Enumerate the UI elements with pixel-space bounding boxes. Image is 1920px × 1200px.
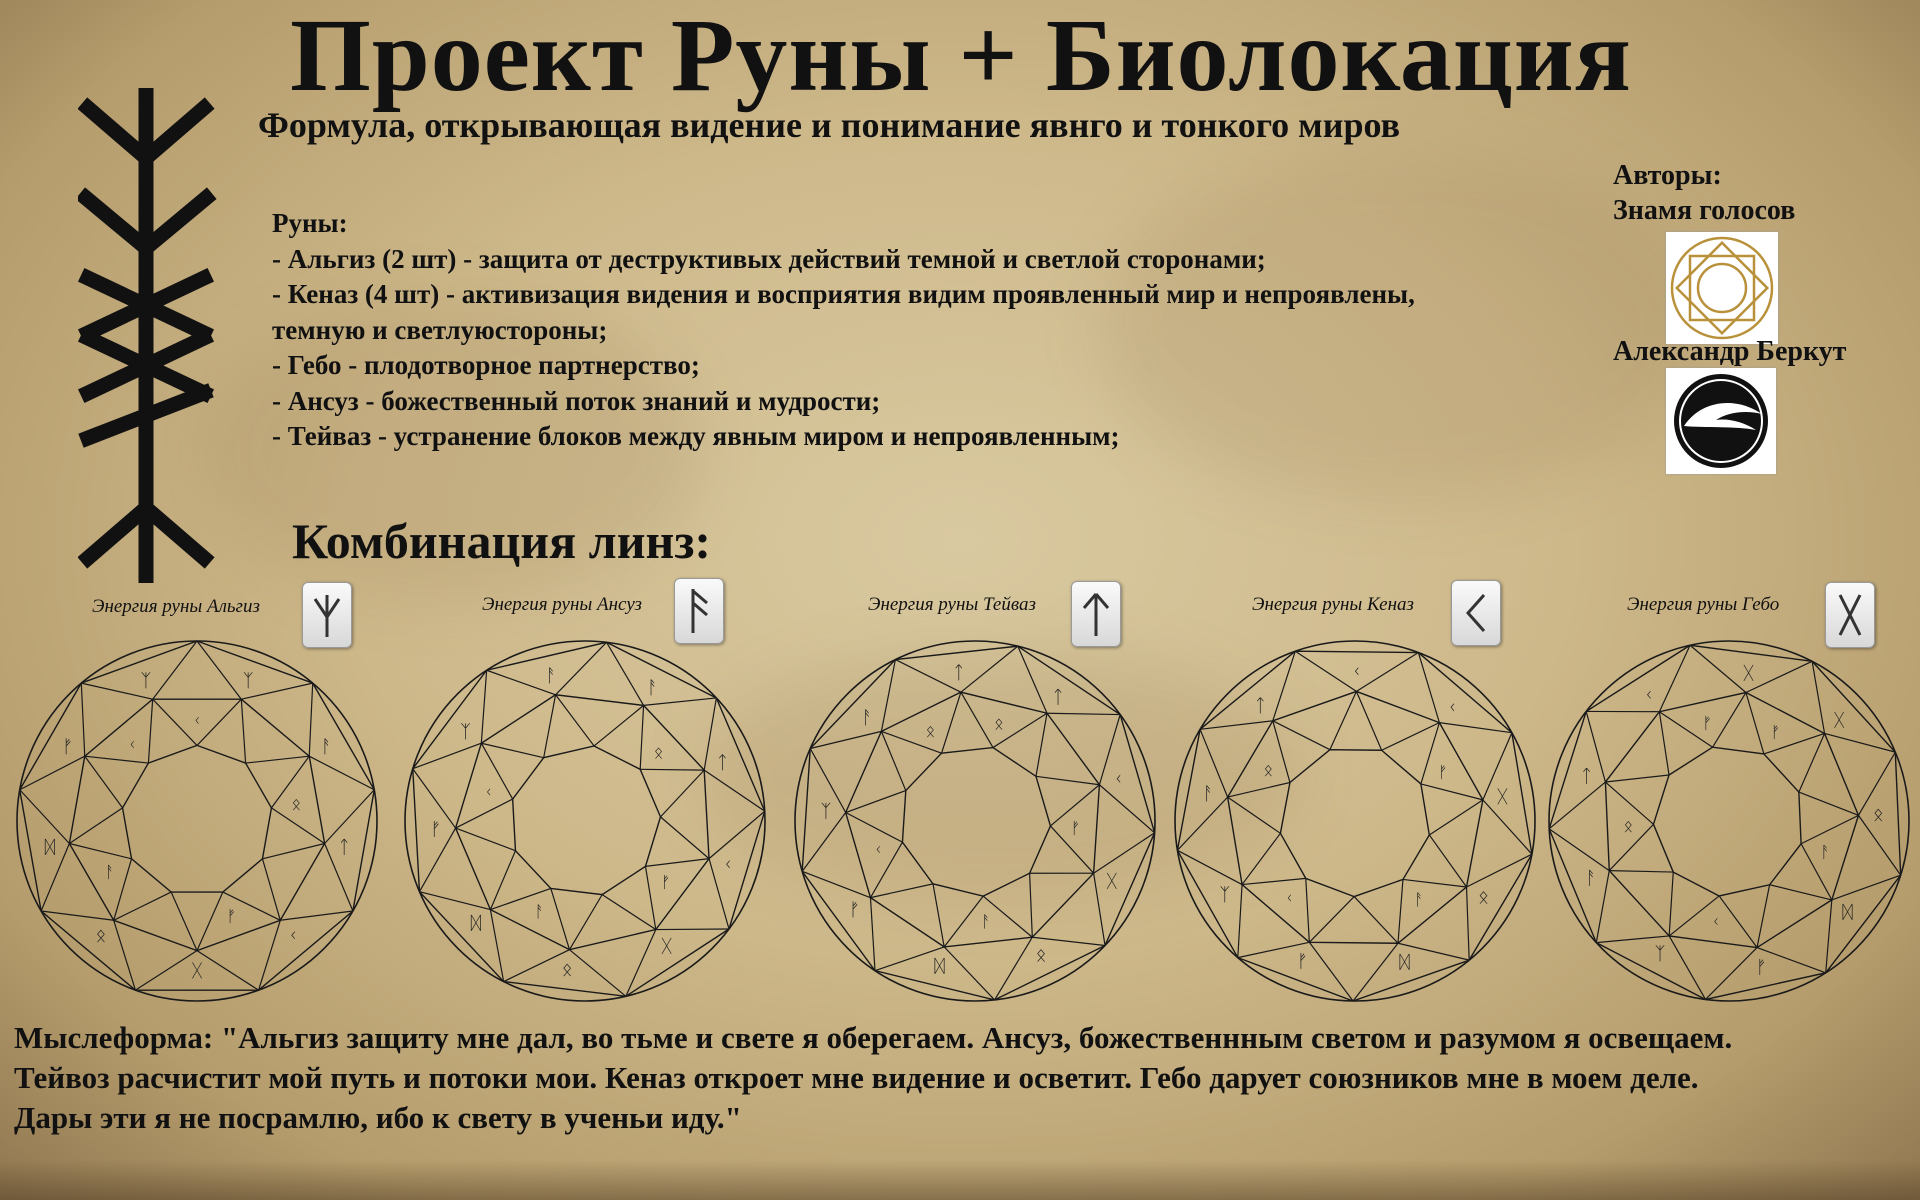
lens-outer-polygon (1177, 651, 1532, 1001)
lens-symbol-icon: ᛏ (1052, 686, 1064, 708)
lens-symbol-icon: ᛞ (44, 836, 56, 858)
lens-line (241, 699, 245, 763)
thoughtform-line: Тейвоз расчистит мой путь и потоки мои. Кеназ откроет мне видение и осветит. Гебо дарует союзников мне в моем деле. (14, 1060, 1699, 1095)
lens-line (1382, 723, 1440, 751)
lens-symbol-icon: ᚠ (1702, 713, 1712, 733)
ansuz-rune-tile (674, 578, 724, 644)
lens-symbol-icon: ᚲ (722, 854, 734, 876)
lens-label: Энергия руны Гебо (1627, 594, 1780, 615)
lens-line (644, 698, 717, 705)
lens-line (1238, 885, 1242, 958)
lens-line (569, 895, 602, 950)
lens-symbol-icon: ᚷ (1833, 710, 1845, 732)
lens-outer-polygon (1549, 645, 1900, 999)
lens-line (660, 817, 709, 859)
lens-symbol-icon: ᛉ (1654, 943, 1666, 965)
lens-line (1605, 775, 1669, 782)
lens-symbol-icon: ᛟ (1263, 760, 1274, 780)
runes-description (272, 206, 1415, 455)
lens-line (1418, 653, 1439, 723)
lens-line (594, 705, 644, 746)
lens-symbol-icon: ᚠ (62, 736, 74, 758)
lens-line (944, 896, 983, 947)
lens-line (1354, 897, 1398, 944)
lens-line (660, 770, 704, 817)
lens-line (1757, 948, 1826, 973)
lens-line (1429, 835, 1466, 887)
lens-line (1403, 879, 1467, 887)
lens-symbol-icon: ᛏ (338, 836, 350, 858)
lens-line (490, 910, 503, 982)
lens-line (1746, 693, 1764, 754)
lens-line (846, 813, 903, 843)
lens-symbol-icon: ᛉ (820, 801, 832, 823)
lens-symbol-icon: ᚠ (1770, 722, 1781, 742)
lens-line (246, 756, 310, 763)
lens-diagram-ansuz (402, 638, 768, 1004)
lens-line (481, 670, 486, 743)
lens-symbol-icon: ᛞ (934, 956, 945, 978)
lens-symbol-icon: ᚷ (1106, 871, 1118, 893)
lens-symbol-icon: ᚷ (661, 936, 673, 958)
lens-symbol-icon: ᚨ (647, 677, 658, 699)
lens-symbol-icon: ᚲ (287, 925, 299, 947)
lens-line (1356, 653, 1418, 692)
lens-middle-polygon (69, 699, 324, 950)
lens-symbol-icon: ᛏ (1254, 695, 1266, 717)
lens-line (1242, 833, 1280, 884)
lens-line (85, 756, 123, 808)
lens-symbol-icon: ᛟ (1872, 804, 1884, 826)
lens-line (1309, 897, 1354, 943)
lens-line (114, 892, 171, 920)
lens-symbol-icon: ᚨ (545, 665, 557, 687)
lens-combination-title: Комбинация линз: (292, 513, 712, 569)
lens-symbol-icon: ᚨ (320, 736, 332, 758)
lens-symbol-icon: ᚲ (1643, 684, 1655, 706)
lens-symbol-icon: ᚲ (127, 734, 138, 754)
thoughtform-text (14, 1018, 1732, 1138)
lens-symbol-icon: ᚨ (981, 912, 991, 932)
lens-line (197, 951, 259, 991)
lens-line (961, 646, 1018, 692)
lens-line (933, 884, 944, 947)
lens-line (640, 769, 704, 770)
lens-inner-polygon (902, 748, 1050, 897)
lens-line (1099, 785, 1154, 833)
lens-line (81, 683, 84, 756)
lens-line (1047, 713, 1120, 714)
lens-line (944, 947, 994, 1000)
lens-line (1295, 651, 1356, 691)
lens-line (271, 756, 309, 808)
lens-symbol-icon: ᚲ (1113, 769, 1124, 791)
lens-line (1036, 776, 1099, 784)
ansuz-icon (675, 579, 723, 643)
rune-line: - Альгиз (2 шт) - защита от деструктивых действий темной и светлой сторонами; (272, 243, 1266, 274)
lens-symbol-icon: ᚠ (1755, 956, 1767, 978)
lens-line (961, 692, 993, 747)
author-name: Знамя голосов (1613, 195, 1796, 226)
lens-symbol-icon: ᚲ (873, 840, 884, 860)
lens-line (544, 695, 556, 758)
lens-symbol-icon: ᛟ (561, 959, 573, 981)
lens-line (881, 660, 895, 732)
lens-line (197, 699, 241, 745)
lens-diagram-kenaz (1172, 638, 1538, 1004)
lens-symbol-icon: ᛏ (953, 662, 965, 684)
lens-line (280, 911, 353, 920)
lens-line (481, 743, 543, 757)
lens-line (1273, 721, 1290, 783)
lens-diagram-algiz (14, 638, 380, 1004)
lens-line (456, 799, 513, 828)
lens-outer-polygon (413, 642, 765, 996)
lens-label: Энергия руны Ансуз (482, 594, 642, 615)
lens-line (171, 892, 197, 951)
lens-line (262, 844, 324, 859)
lens-line (1242, 878, 1306, 884)
lens-symbol-icon: ᚷ (1496, 786, 1508, 808)
lens-inner-polygon (123, 745, 272, 892)
lens-line (1036, 713, 1047, 776)
lens-line (1826, 900, 1832, 973)
lens-line (1757, 885, 1770, 948)
lens-line (1306, 878, 1310, 942)
lens-symbol-icon: ᛟ (994, 714, 1004, 734)
lens-line (1690, 645, 1746, 692)
lens-symbol-icon: ᚠ (226, 906, 237, 926)
bindrune-icon (78, 88, 218, 583)
lens-line (1549, 782, 1605, 829)
lens-diagram-tiwaz (792, 638, 1158, 1004)
lens-line (556, 642, 607, 694)
lens-symbol-icon: ᚲ (192, 711, 202, 731)
lens-line (881, 731, 905, 790)
authors-heading: Авторы: (1613, 160, 1722, 191)
page-title: Проект Руны + Биолокация (290, 0, 1632, 113)
lens-line (942, 692, 961, 753)
lens-symbol-icon: ᛞ (1399, 951, 1410, 973)
lens-line (704, 698, 716, 770)
lens-line (1177, 797, 1227, 850)
lens-symbol-icon: ᚨ (1585, 868, 1597, 890)
lens-line (148, 699, 152, 763)
rune-line: - Тейваз - устранение блоков между явным миром и непроявленным; (272, 421, 1120, 451)
lens-line (846, 791, 906, 813)
lens-line (1770, 885, 1832, 900)
lens-outer-polygon (802, 646, 1154, 1000)
lens-line (504, 950, 570, 982)
lens-line (1228, 797, 1281, 833)
lens-line (709, 811, 765, 858)
lens-symbol-icon: ᛉ (140, 670, 152, 692)
lens-line (1330, 691, 1356, 749)
lens-line (602, 895, 656, 930)
lens-symbol-icon: ᚲ (1446, 697, 1458, 719)
thoughtform-line: Дары эти я не посрамлю, ибо к свету в ученьи иду." (14, 1100, 742, 1135)
lens-line (656, 929, 729, 930)
lens-line (1228, 782, 1290, 797)
lens-line (1713, 693, 1746, 748)
lens-symbol-icon: ᛟ (95, 925, 107, 947)
lens-line (645, 859, 709, 867)
lens-symbol-icon: ᚨ (1414, 889, 1424, 909)
lens-line (569, 950, 625, 997)
lens-symbol-icon: ᚲ (1351, 661, 1363, 683)
rune-line: - Гебо - плодотворное партнерство; (272, 350, 700, 380)
lens-inner-polygon (1280, 750, 1429, 897)
lens-line (1705, 948, 1757, 1000)
lens-line (1659, 712, 1669, 775)
lens-line (1669, 872, 1673, 936)
lens-symbol-icon: ᚨ (1202, 783, 1214, 805)
lens-outer-circle (17, 641, 377, 1001)
torn-edge (0, 1160, 1920, 1200)
lens-line (1356, 691, 1381, 750)
lens-symbol-icon: ᚠ (1438, 762, 1448, 782)
lens-symbol-icon: ᛞ (1842, 901, 1853, 923)
lens-line (114, 859, 132, 920)
lens-outer-polygon (20, 641, 375, 990)
lens-symbol-icon: ᚲ (1284, 888, 1295, 908)
lens-symbol-icon: ᛞ (470, 913, 482, 935)
lens-line (1030, 873, 1033, 937)
rune-line: темную и светлуюстороны; (272, 314, 608, 345)
tiwaz-icon (1072, 582, 1120, 646)
lens-line (262, 859, 280, 920)
lens-line (1467, 887, 1470, 960)
lens-symbol-icon: ᛟ (653, 743, 664, 763)
lens-inner-polygon (1653, 747, 1801, 896)
lens-symbol-icon: ᚠ (1070, 818, 1081, 838)
lens-symbol-icon: ᛉ (1219, 884, 1231, 906)
page-subtitle: Формула, открывающая видение и понимание явнго и тонкого миров (258, 105, 1401, 145)
lens-line (153, 699, 197, 745)
rune-line: - Ансуз - божественный поток знаний и мудрости; (272, 385, 881, 416)
kenaz-rune-tile (1451, 580, 1501, 646)
lens-line (1421, 723, 1440, 784)
lens-line (490, 851, 515, 910)
lens-symbol-icon: ᚨ (861, 707, 873, 729)
lens-line (1273, 651, 1296, 721)
lens-line (640, 705, 643, 769)
lens-line (1273, 721, 1330, 750)
lens-line (114, 920, 136, 990)
lens-symbol-icon: ᚨ (1820, 842, 1830, 862)
lens-symbol-icon: ᛟ (925, 721, 936, 741)
lens-line (1421, 784, 1483, 800)
lens-line (85, 756, 149, 763)
lens-line (1596, 936, 1669, 943)
author-name: Александр Беркут (1613, 336, 1847, 367)
lens-line (135, 951, 197, 991)
lens-symbol-icon: ᛟ (1623, 816, 1634, 836)
lens-line (1719, 896, 1757, 948)
lens-symbol-icon: ᚠ (1296, 950, 1308, 972)
lens-symbol-icon: ᛏ (1581, 766, 1592, 788)
lens-line (1746, 661, 1812, 692)
lens-label: Энергия руны Кеназ (1252, 594, 1414, 615)
lens-line (69, 844, 131, 859)
lens-line (895, 660, 961, 693)
lens-line (1825, 733, 1896, 752)
lens-diagram-gebo (1546, 638, 1912, 1004)
lens-label: Энергия руны Тейваз (868, 594, 1036, 615)
lens-symbol-icon: ᛟ (291, 794, 302, 814)
lens-symbol-icon: ᚨ (104, 862, 115, 882)
lens-line (1094, 873, 1105, 945)
lens-symbol-icon: ᚠ (660, 872, 671, 892)
authors-block (1613, 158, 1795, 228)
lens-symbol-icon: ᚷ (191, 960, 203, 982)
lens-label: Энергия руны Альгиз (92, 596, 260, 617)
lens-line (810, 731, 881, 748)
lens-symbol-icon: ᛟ (1035, 944, 1047, 966)
lens-line (556, 695, 594, 746)
lens-line (1353, 943, 1398, 1001)
lens-middle-polygon (1228, 691, 1483, 943)
lens-line (197, 892, 223, 951)
lens-line (456, 828, 516, 851)
lens-line (259, 920, 281, 990)
lens-symbol-icon: ᛏ (716, 752, 728, 774)
lens-symbol-icon: ᚠ (849, 899, 860, 921)
lens-symbol-icon: ᚲ (1711, 911, 1721, 931)
lens-middle-polygon (1605, 693, 1858, 948)
kenaz-icon (1452, 581, 1500, 645)
rune-line: - Кеназ (4 шт) - активизация видения и восприятия видим проявленный мир и непроявлены, (272, 279, 1415, 309)
lens-line (870, 884, 933, 898)
lens-line (1429, 800, 1483, 835)
wing-emblem-logo (1666, 368, 1776, 474)
lens-symbol-icon: ᚷ (1743, 662, 1754, 684)
lens-line (1799, 733, 1825, 792)
lens-line (41, 911, 114, 920)
lens-line (1398, 879, 1403, 943)
lens-inner-polygon (513, 746, 661, 895)
lens-outer-circle (1549, 641, 1909, 1001)
lens-middle-polygon (846, 692, 1100, 947)
lens-line (1801, 815, 1858, 843)
lens-line (309, 683, 312, 756)
lens-line (551, 888, 570, 949)
lens-symbol-icon: ᛉ (460, 721, 471, 743)
lens-symbol-icon: ᛟ (1478, 887, 1489, 909)
lens-middle-polygon (456, 695, 709, 950)
runes-heading: Руны: (272, 208, 348, 238)
lens-line (1596, 871, 1609, 943)
lens-line (419, 892, 490, 910)
lens-line (870, 898, 875, 971)
lens-symbol-icon: ᛉ (242, 670, 254, 692)
lens-line (645, 866, 655, 929)
lens-symbol-icon: ᚠ (430, 819, 442, 841)
lens-line (1200, 721, 1273, 729)
lens-symbol-icon: ᚨ (534, 901, 545, 921)
lens-line (1609, 871, 1673, 872)
thoughtform-line: Мыслеформа: "Альгиз защиту мне дал, во тьме и свете я оберегаем. Ансуз, божественнным светом и разумом я освещаем. (14, 1020, 1733, 1055)
lens-line (69, 808, 122, 844)
star-emblem-logo (1666, 232, 1778, 344)
lens-symbol-icon: ᚲ (483, 782, 494, 802)
